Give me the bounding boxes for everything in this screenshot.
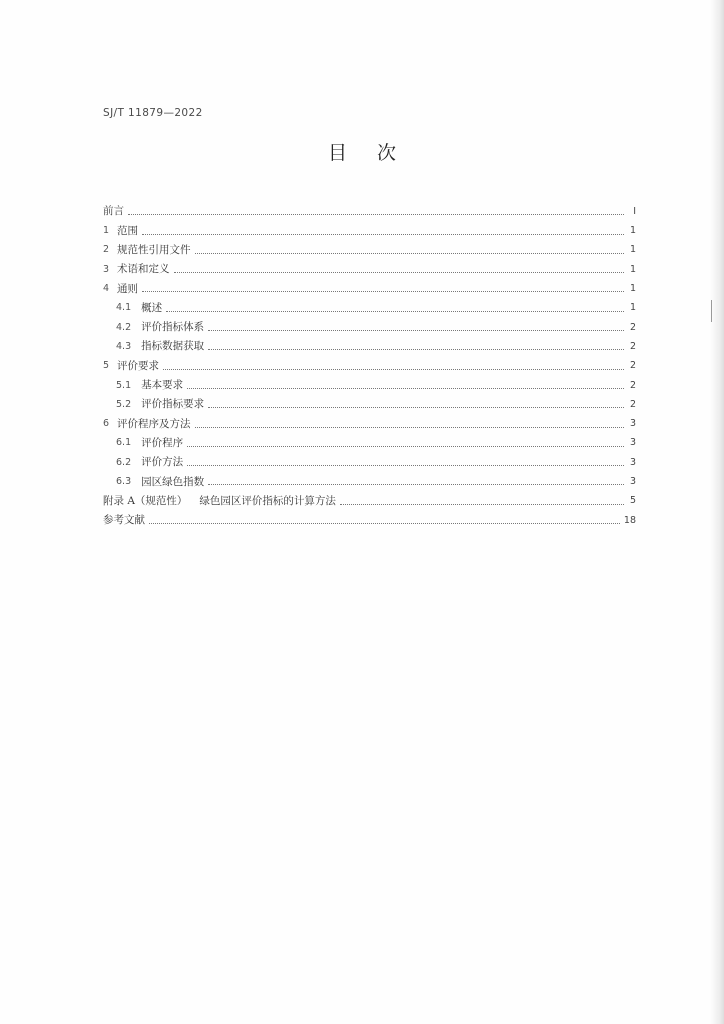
toc-entry-number: 1 xyxy=(103,225,110,237)
toc-entry-number: 4.3 xyxy=(116,340,132,352)
toc-entry-number: 5.1 xyxy=(116,379,132,391)
toc-entry-1[interactable] xyxy=(103,221,636,240)
toc-leader-dots xyxy=(208,483,624,485)
toc-entry-number: 6 xyxy=(103,418,110,430)
toc-entry-4-3[interactable] xyxy=(103,337,636,356)
toc-entry-foreword[interactable] xyxy=(103,202,636,221)
toc-entry-label: 附录 A（规范性） xyxy=(103,494,188,507)
standard-code: SJ/T 11879—2022 xyxy=(103,107,203,119)
toc-entry-label: 前言 xyxy=(103,205,124,218)
toc-entry-annex-title: 绿色园区评价指标的计算方法 xyxy=(199,494,336,507)
page-edge-shadow xyxy=(710,0,724,1024)
toc-entry-bibliography[interactable] xyxy=(103,511,636,530)
toc-page-number: 1 xyxy=(629,302,636,314)
toc-entry-label: 园区绿色指数 xyxy=(141,475,205,488)
toc-page-number: 3 xyxy=(629,476,636,488)
toc-entry-label: 范围 xyxy=(117,224,139,237)
toc-page-number: I xyxy=(633,205,636,217)
toc-entry-number: 4 xyxy=(103,283,110,295)
toc-entry-label: 评价指标体系 xyxy=(141,321,205,334)
toc-title-char-2: 次 xyxy=(377,142,397,164)
toc-entry-number: 3 xyxy=(103,263,110,275)
toc-entry-2[interactable] xyxy=(103,241,636,260)
toc-entry-4-2[interactable] xyxy=(103,318,636,337)
toc-entry-label: 通则 xyxy=(117,282,139,295)
toc-entry-6[interactable] xyxy=(103,414,636,433)
toc-entry-5[interactable] xyxy=(103,356,636,375)
toc-entry-number: 6.1 xyxy=(116,437,132,449)
toc-entry-label: 参考文献 xyxy=(103,514,145,527)
toc-entry-label: 评价指标要求 xyxy=(141,398,205,411)
toc-entry-4[interactable] xyxy=(103,279,636,298)
toc-entry-number: 6.2 xyxy=(116,456,132,468)
toc-leader-dots xyxy=(142,233,624,235)
toc-entry-label: 评价要求 xyxy=(117,359,160,372)
toc-entry-annex-a[interactable] xyxy=(103,491,636,510)
toc-entry-label: 基本要求 xyxy=(141,379,184,392)
toc-leader-dots xyxy=(187,445,624,447)
toc-entry-number: 5.2 xyxy=(116,398,132,410)
toc-entry-number: 4.1 xyxy=(116,302,132,314)
toc-entry-label: 评价方法 xyxy=(141,456,184,469)
toc-page-number: 2 xyxy=(629,379,636,391)
toc-entry-number: 4.2 xyxy=(116,321,132,333)
toc-page-number: 1 xyxy=(629,283,636,295)
toc-entry-6-1[interactable] xyxy=(103,434,636,453)
toc-page-number: 1 xyxy=(629,263,636,275)
toc-page-number: 3 xyxy=(629,437,636,449)
toc-leader-dots xyxy=(128,213,624,215)
toc-entry-number: 2 xyxy=(103,244,110,256)
toc-leader-dots xyxy=(195,426,624,428)
toc-page-number: 2 xyxy=(629,340,636,352)
toc-page-number: 18 xyxy=(623,514,636,526)
toc-leader-dots xyxy=(340,503,624,505)
toc-leader-dots xyxy=(208,348,624,350)
toc-title xyxy=(300,138,424,165)
toc-leader-dots xyxy=(149,522,620,524)
toc-leader-dots xyxy=(187,387,624,389)
toc-entry-label: 评价程序 xyxy=(141,436,184,449)
toc-entry-5-1[interactable] xyxy=(103,376,636,395)
toc-entry-label: 术语和定义 xyxy=(117,263,170,276)
toc-entry-label: 指标数据获取 xyxy=(141,340,205,353)
toc-entry-5-2[interactable] xyxy=(103,395,636,414)
toc-entry-label: 规范性引用文件 xyxy=(117,243,191,256)
toc-leader-dots xyxy=(187,464,624,466)
toc-title-char-1: 目 xyxy=(327,142,347,164)
toc-entry-label: 评价程序及方法 xyxy=(117,417,191,430)
toc-page-number: 2 xyxy=(629,321,636,333)
toc-leader-dots xyxy=(163,368,624,370)
toc-entry-number: 5 xyxy=(103,360,110,372)
toc-entry-3[interactable] xyxy=(103,260,636,279)
toc-page-number: 2 xyxy=(629,360,636,372)
toc-entry-6-2[interactable] xyxy=(103,453,636,472)
toc-page-number: 2 xyxy=(629,398,636,410)
toc-leader-dots xyxy=(142,290,624,292)
toc-page-number: 1 xyxy=(629,225,636,237)
toc-page-number: 5 xyxy=(629,495,636,507)
toc-entry-label: 概述 xyxy=(141,301,163,314)
toc-page-number: 3 xyxy=(629,456,636,468)
toc-leader-dots xyxy=(174,271,624,273)
toc-entry-6-3[interactable] xyxy=(103,472,636,491)
toc-leader-dots xyxy=(208,329,624,331)
toc-leader-dots xyxy=(166,310,624,312)
toc-entry-number: 6.3 xyxy=(116,476,132,488)
toc-leader-dots xyxy=(195,252,624,254)
toc-entry-4-1[interactable] xyxy=(103,298,636,317)
toc-page-number: 3 xyxy=(629,418,636,430)
scan-edge-mark xyxy=(711,300,712,322)
table-of-contents xyxy=(103,202,636,530)
toc-leader-dots xyxy=(208,406,624,408)
toc-page-number: 1 xyxy=(629,244,636,256)
